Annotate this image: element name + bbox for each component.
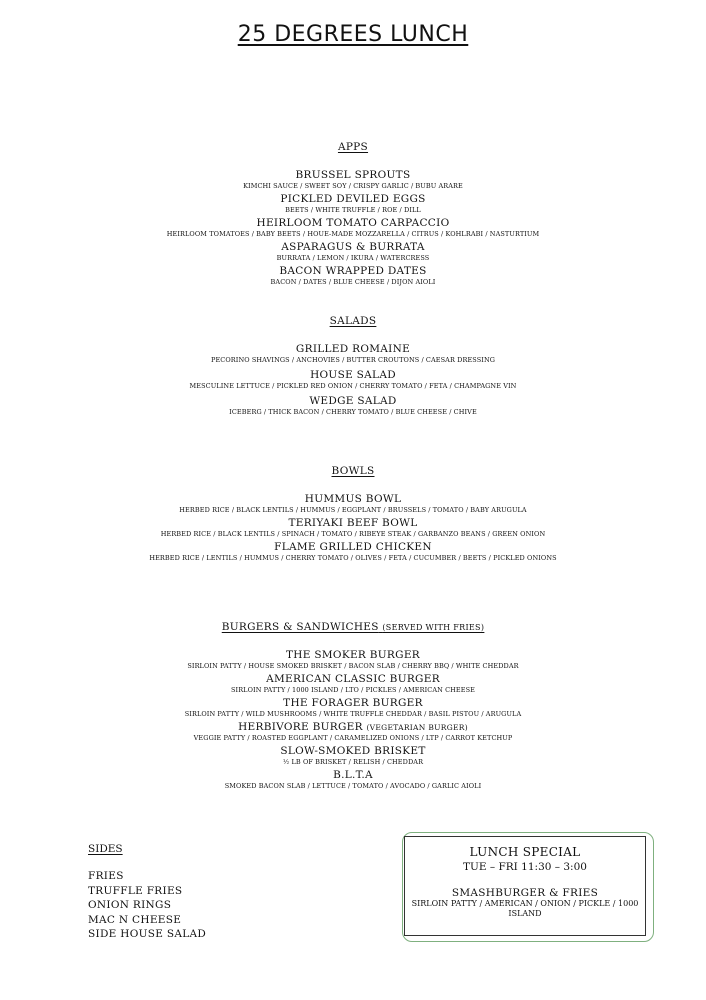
item-desc: HERBED RICE / BLACK LENTILS / HUMMUS / EGGPLANT / BRUSSELS / TOMATO / BABY ARUGULA <box>179 506 527 514</box>
menu-item <box>0 193 706 215</box>
item-desc: SMOKED BACON SLAB / LETTUCE / TOMATO / AVOCADO / GARLIC AIOLI <box>224 782 482 790</box>
special-item: SMASHBURGER & FRIES <box>451 887 599 899</box>
sides-section <box>88 843 206 942</box>
item-name: PICKLED DEVILED EGGS <box>280 193 426 205</box>
item-name: THE SMOKER BURGER <box>286 649 420 661</box>
item-desc: BURRATA / LEMON / IKURA / WATERCRESS <box>276 254 430 262</box>
item-desc: MESCULINE LETTUCE / PICKLED RED ONION / CHERRY TOMATO / FETA / CHAMPAGNE VIN <box>189 382 517 390</box>
menu-title: 25 DEGREES LUNCH <box>237 22 469 47</box>
burgers-section <box>0 621 706 793</box>
side-item: SIDE HOUSE SALAD <box>88 928 207 940</box>
menu-item <box>0 241 706 263</box>
item-desc: HERBED RICE / LENTILS / HUMMUS / CHERRY TOMATO / OLIVES / FETA / CUCUMBER / BEETS / PICKLED ONIONS <box>149 554 557 562</box>
item-desc: BACON / DATES / BLUE CHEESE / DIJON AIOLI <box>270 278 436 286</box>
menu-item <box>0 541 706 563</box>
side-item: FRIES <box>88 870 124 882</box>
item-name: HERBIVORE BURGER <box>238 721 363 733</box>
side-item: TRUFFLE FRIES <box>88 884 183 897</box>
item-name: FLAME GRILLED CHICKEN <box>274 541 432 553</box>
apps-section <box>0 141 706 289</box>
item-name: HEIRLOOM TOMATO CARPACCIO <box>256 217 450 229</box>
special-time: TUE – FRI 11:30 – 3:00 <box>463 861 587 873</box>
item-name: THE FORAGER BURGER <box>283 697 423 709</box>
sides-heading: SIDES <box>88 843 123 855</box>
item-desc: SIRLOIN PATTY / HOUSE SMOKED BRISKET / BACON SLAB / CHERRY BBQ / WHITE CHEDDAR <box>187 662 519 670</box>
item-desc: HERBED RICE / BLACK LENTILS / SPINACH / TOMATO / RIBEYE STEAK / GARBANZO BEANS / GREEN ONION <box>160 530 546 538</box>
item-name: ASPARAGUS & BURRATA <box>281 241 425 253</box>
item-desc: VEGGIE PATTY / ROASTED EGGPLANT / CARAMELIZED ONIONS / LTP / CARROT KETCHUP <box>193 734 513 742</box>
menu-item <box>0 493 706 515</box>
menu-item <box>0 697 706 719</box>
item-name: BACON WRAPPED DATES <box>279 265 427 277</box>
menu-item <box>0 673 706 695</box>
menu-item <box>0 265 706 287</box>
menu-item <box>0 745 706 767</box>
item-name: GRILLED ROMAINE <box>295 343 411 355</box>
item-desc: ICEBERG / THICK BACON / CHERRY TOMATO / BLUE CHEESE / CHIVE <box>229 408 477 416</box>
item-name: TERIYAKI BEEF BOWL <box>288 517 418 529</box>
menu-item <box>0 721 706 743</box>
item-name: SLOW-SMOKED BRISKET <box>280 745 426 757</box>
item-desc: HEIRLOOM TOMATOES / BABY BEETS / HOUE-MADE MOZZARELLA / CITRUS / KOHLRABI / NASTURTIUM <box>166 230 540 238</box>
burgers-heading-text: BURGERS & SANDWICHES <box>221 621 379 633</box>
menu-item <box>0 395 706 417</box>
salads-section <box>0 315 706 421</box>
menu-item <box>0 649 706 671</box>
side-item: ONION RINGS <box>88 899 172 911</box>
item-name: HOUSE SALAD <box>310 369 396 381</box>
item-desc: KIMCHI SAUCE / SWEET SOY / CRISPY GARLIC / BUBU ARARE <box>243 182 463 190</box>
bowls-heading: BOWLS <box>331 465 375 477</box>
apps-heading: APPS <box>337 141 369 153</box>
item-name: WEDGE SALAD <box>309 395 397 407</box>
menu-item <box>0 343 706 365</box>
menu-item <box>0 769 706 791</box>
item-name: BRUSSEL SPROUTS <box>295 169 411 181</box>
item-desc: PECORINO SHAVINGS / ANCHOVIES / BUTTER CROUTONS / CAESAR DRESSING <box>210 356 496 364</box>
item-desc: SIRLOIN PATTY / WILD MUSHROOMS / WHITE TRUFFLE CHEDDAR / BASIL PISTOU / ARUGULA <box>184 710 522 718</box>
salads-heading: SALADS <box>329 315 377 327</box>
item-desc: BEETS / WHITE TRUFFLE / ROE / DILL <box>285 206 421 214</box>
burgers-heading <box>0 621 706 633</box>
item-name-row <box>0 721 706 734</box>
item-name: AMERICAN CLASSIC BURGER <box>266 673 440 685</box>
menu-item <box>0 369 706 391</box>
item-desc: ½ LB OF BRISKET / RELISH / CHEDDAR <box>282 758 424 766</box>
lunch-special-box <box>404 836 646 936</box>
menu-item <box>0 217 706 239</box>
item-note: (VEGETARIAN BURGER) <box>366 723 468 732</box>
item-name: HUMMUS BOWL <box>304 493 402 505</box>
menu-item <box>0 517 706 539</box>
special-desc: SIRLOIN PATTY / AMERICAN / ONION / PICKLE / 1000 ISLAND <box>411 899 639 918</box>
side-item: MAC N CHEESE <box>88 913 182 926</box>
menu-item <box>0 169 706 191</box>
item-desc: SIRLOIN PATTY / 1000 ISLAND / LTO / PICKLES / AMERICAN CHEESE <box>230 686 476 694</box>
special-title: LUNCH SPECIAL <box>469 845 581 859</box>
burgers-heading-note: (SERVED WITH FRIES) <box>382 623 485 632</box>
bowls-section <box>0 465 706 565</box>
item-name: B.L.T.A <box>333 769 373 781</box>
